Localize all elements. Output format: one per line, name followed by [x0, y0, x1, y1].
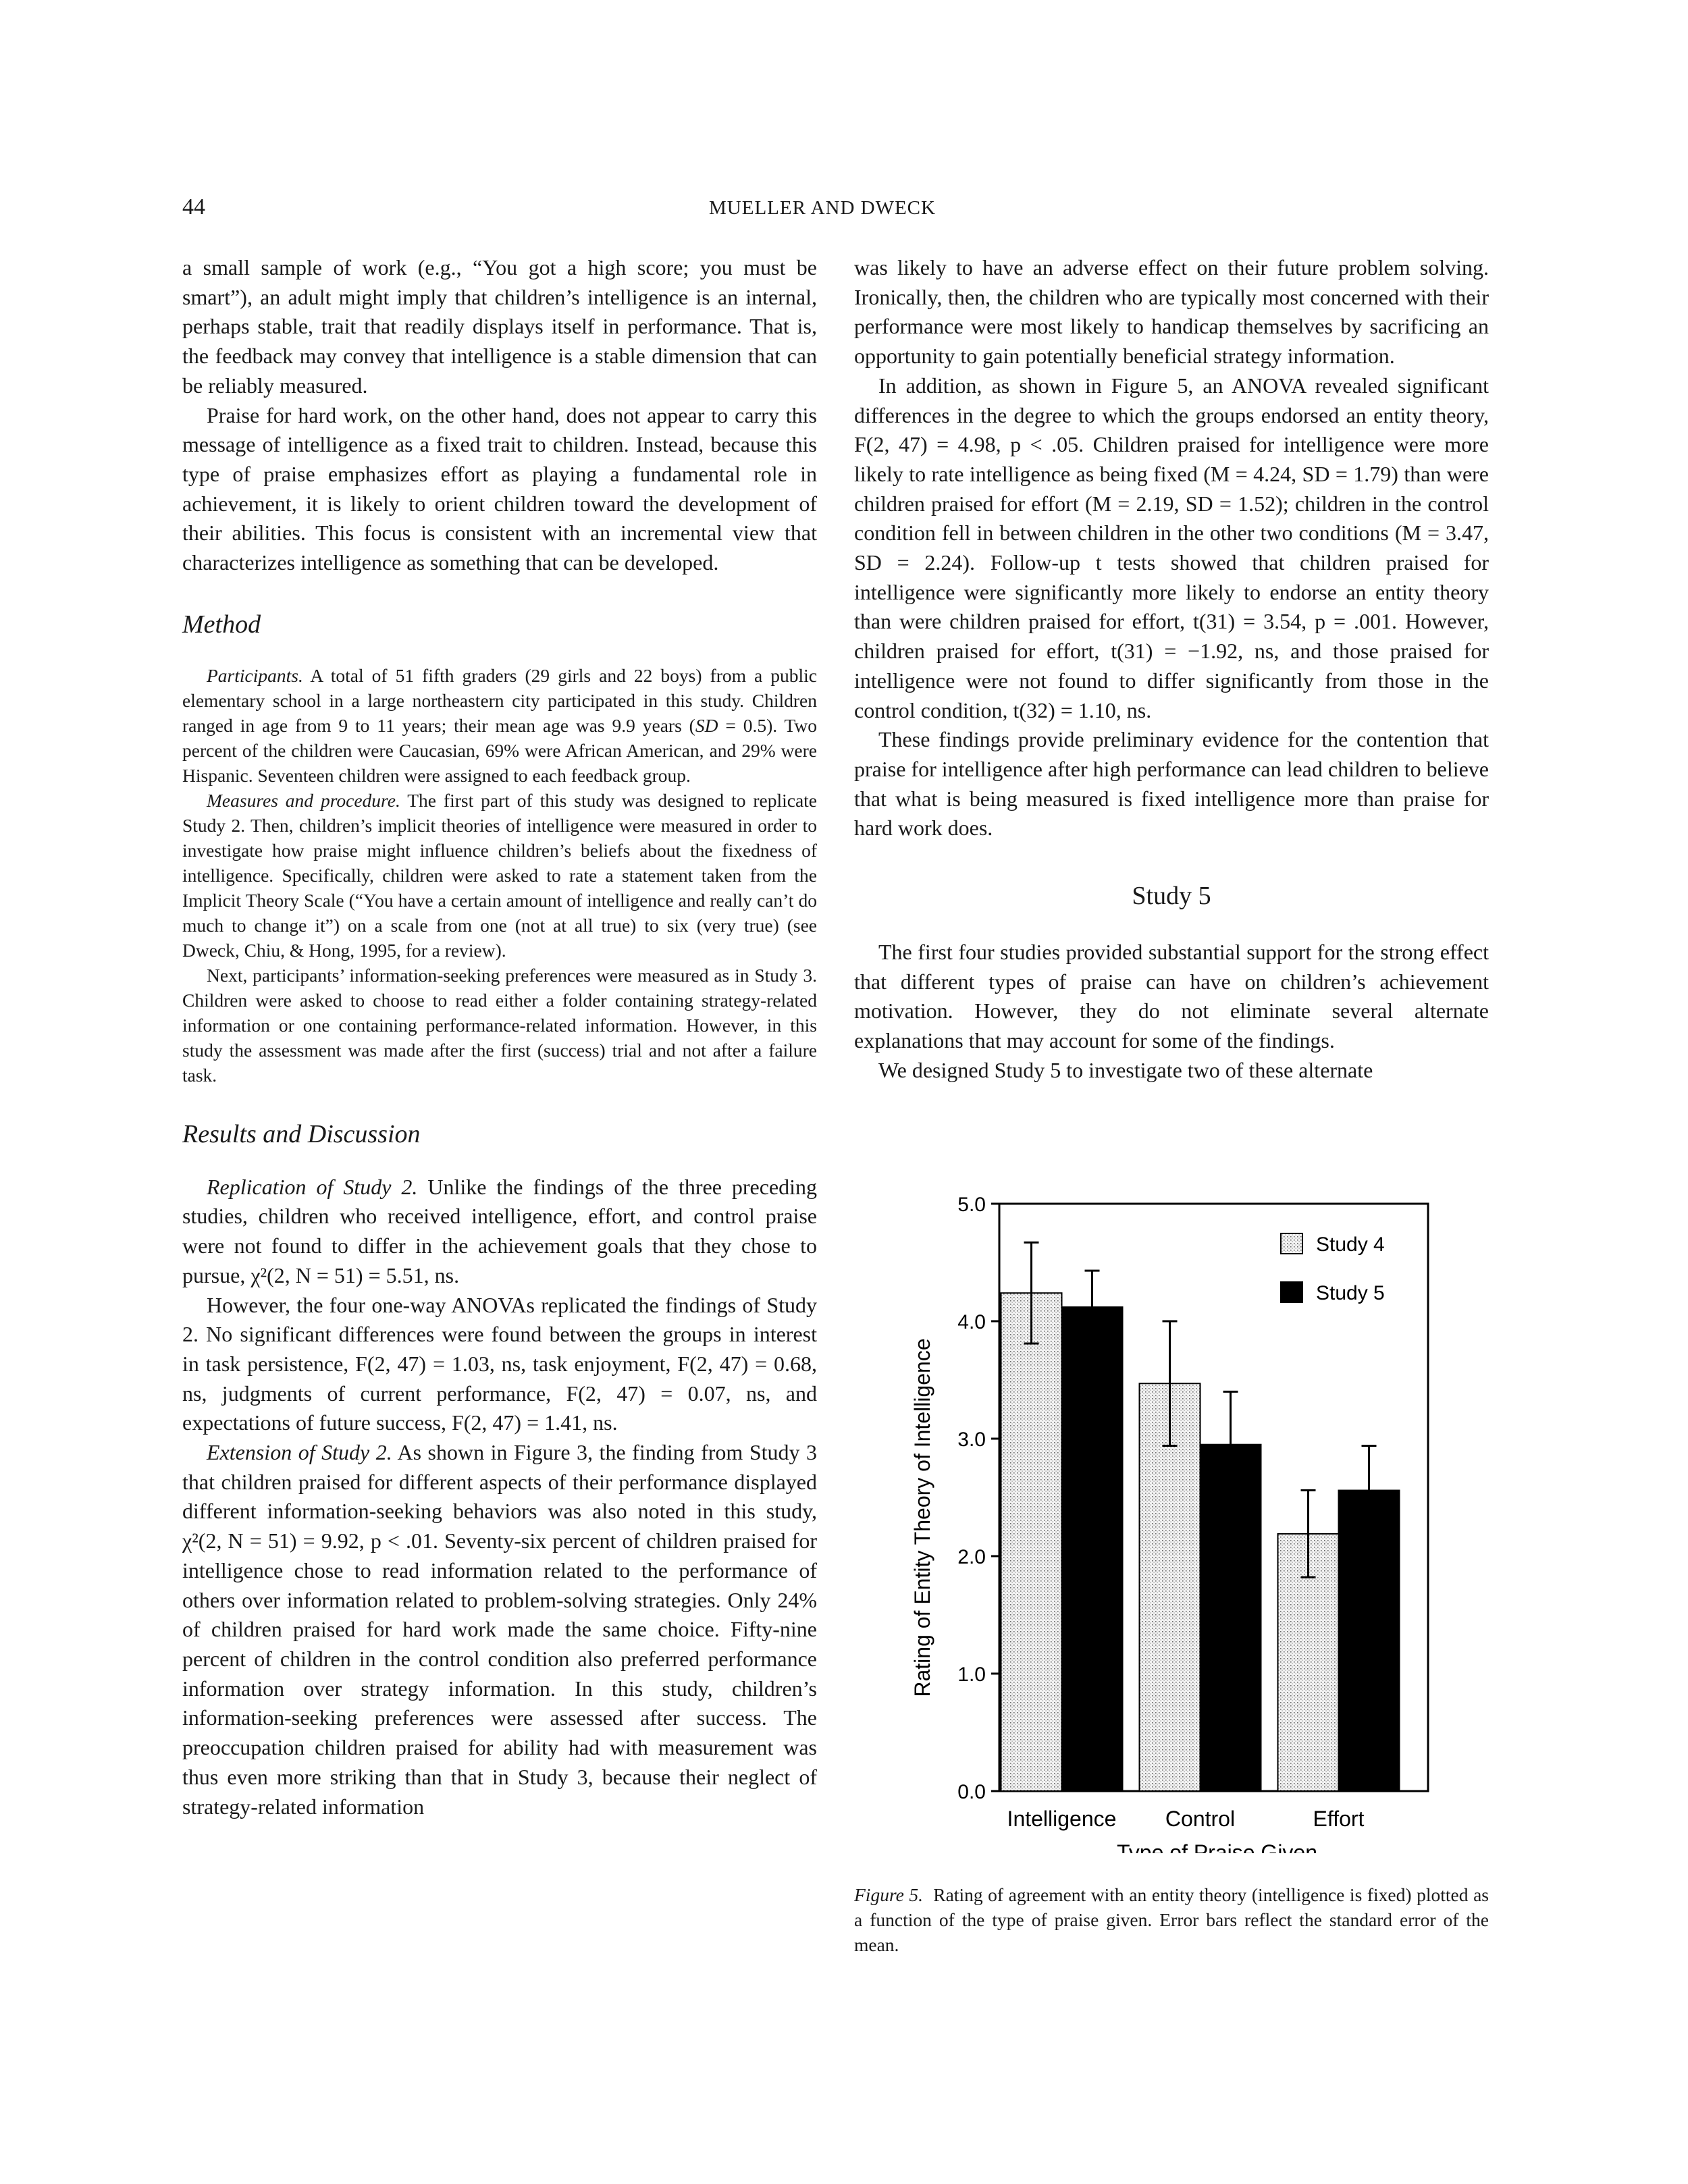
bar-chart	[854, 1185, 1489, 1853]
y-tick-label: 4.0	[957, 1311, 986, 1333]
paragraph: The first four studies provided substantial support for the strong effect that different types of praise can have on children’s achievement motivation. However, they do not eliminate several alternate explanations that may account for some of the findings.	[854, 940, 1489, 1053]
y-axis-label: Rating of Entity Theory of Intelligence	[910, 1338, 934, 1697]
participants-text-2: = 0.5). Two percent of the children were Caucasian, 69% were African American, and 29% were Hispanic. Seventeen children were assigned to each feedback group.	[182, 714, 817, 786]
participants-paragraph	[182, 663, 817, 788]
figure-5	[854, 1185, 1489, 1853]
participants-label: Participants.	[207, 664, 303, 686]
extension-label: Extension of Study 2.	[207, 1440, 392, 1465]
caption-text: Rating of agreement with an entity theory (intelligence is fixed) plotted as a function of the type of praise given. Error bars reflect the standard error of the mean.	[854, 1884, 1489, 1955]
right-column	[854, 253, 1489, 1086]
paragraph: Praise for hard work, on the other hand, does not appear to carry this message of intelligence as a fixed trait to children. Instead, because this type of praise emphasizes effort as playing a fundamental role in achievement, it is likely to orient children toward the development of their abilities. This focus is consistent with an incremental view that characterizes intelligence as something that can be developed.	[182, 402, 817, 575]
replication-label: Replication of Study 2.	[207, 1174, 418, 1199]
measures-text: The first part of this study was designed to replicate Study 2. Then, children’s implicit theories of intelligence were measured in order to investigate how praise might influence children’s beliefs about the fixedness of intelligence. Specifically, children were asked to rate a statement taken from the Implicit Theory Scale (“You have a certain amount of intelligence and really can’t do much to change it”) on a scale from one (not at all true) to six (very true) (see Dweck, Chiu, & Hong, 1995, for a review).	[182, 789, 817, 961]
legend-label: Study 4	[1316, 1233, 1385, 1256]
page-number: 44	[182, 194, 205, 219]
y-tick-label: 0.0	[957, 1781, 986, 1803]
y-tick-label: 3.0	[957, 1429, 986, 1451]
paragraph: In addition, as shown in Figure 5, an ANOVA revealed significant differences in the degree to which the groups endorsed an entity theory, F(2, 47) = 4.98, p < .05. Children praised for intelligence were more likely to rate intelligence as being fixed (M = 4.24, SD = 1.79) than were children praised for effort (M = 2.19, SD = 1.52); children in the control condition fell in between children in the other two conditions (M = 3.47, SD = 2.24). Follow-up t tests showed that children praised for intelligence were significantly more likely to endorse an entity theory than were children praised for effort, t(31) = 3.54, p = .001. However, children praised for effort, t(31) = −1.92, ns, and those praised for intelligence were not found to differ significantly from those in the control condition, t(32) = 1.10, ns.	[854, 373, 1489, 722]
participants-text: A total of 51 fifth graders (29 girls and 22 boys) from a public elementary school in a large northeastern city participated in this study. Children ranged in age from 9 to 11 years; their mean age was 9.9 years (	[182, 664, 818, 736]
next-paragraph: Next, participants’ information-seeking preferences were measured as in Study 3. Children were asked to choose to read either a folder containing strategy-related information or one containing performance-related information. However, in this study the assessment was made after the first (success) trial and not after a failure task.	[182, 964, 817, 1086]
participants-sd: SD	[695, 714, 718, 736]
paragraph: was likely to have an adverse effect on their future problem solving. Ironically, then, the children who are typically most concerned with their performance were most likely to handicap themselves by sacrificing an opportunity to gain potentially beneficial strategy information.	[854, 255, 1489, 369]
x-tick-label: Intelligence	[1007, 1807, 1117, 1831]
left-column	[182, 253, 817, 1821]
legend-swatch	[1281, 1233, 1302, 1254]
paragraph: These findings provide preliminary evidence for the contention that praise for intelligence after high performance can lead children to believe that what is being measured is fixed intelligence more than praise for hard work does.	[854, 727, 1489, 841]
replication-text: Unlike the findings of the three preceding studies, children who received intelligence, effort, and control praise were not found to differ in the achievement goals that they chose to pursue, χ²(2, N = 51) = 5.51, ns.	[182, 1174, 818, 1287]
y-tick-label: 5.0	[957, 1194, 986, 1216]
bar	[1339, 1491, 1400, 1791]
replication-paragraph	[182, 1173, 817, 1291]
however-paragraph: However, the four one-way ANOVAs replicated the findings of Study 2. No significant differences were found between the groups in interest in task persistence, F(2, 47) = 1.03, ns, task enjoyment, F(2, 47) = 0.68, ns, judgments of current performance, F(2, 47) = 0.07, ns, and expectations of future success, F(2, 47) = 1.41, ns.	[182, 1292, 817, 1435]
bar	[1062, 1307, 1123, 1791]
x-axis-label: Type of Praise Given	[1116, 1840, 1318, 1853]
legend-label: Study 5	[1316, 1282, 1385, 1304]
y-tick-label: 1.0	[957, 1663, 986, 1686]
paragraph: a small sample of work (e.g., “You got a high score; you must be smart”), an adult might imply that children’s intelligence is an internal, perhaps stable, trait that readily displays itself in performance. That is, the feedback may convey that intelligence is a stable dimension that can be reliably measured.	[182, 255, 817, 398]
x-tick-label: Control	[1165, 1807, 1236, 1831]
measures-paragraph	[182, 788, 817, 963]
measures-label: Measures and procedure.	[207, 789, 400, 811]
extension-text: As shown in Figure 3, the finding from Study 3 that children praised for different aspects of their performance displayed different information-seeking behaviors was also noted in this study, χ²(2, N = 51) = 9.92, p < .01. Seventy-six percent of children praised for intelligence chose to read information related to the performance of others over information related to problem-solving strategies. Only 24% of children praised for hard work made the same choice. Fifty-nine percent of children in the control condition also preferred performance information over strategy information. In this study, children’s information-seeking preferences were assessed after success. The preoccupation children praised for ability had with measurement was thus even more striking than that in Study 3, because their neglect of strategy-related information	[182, 1440, 818, 1819]
paragraph: We designed Study 5 to investigate two of these alternate	[878, 1057, 1373, 1082]
x-tick-label: Effort	[1313, 1807, 1365, 1831]
bar	[1001, 1293, 1062, 1791]
method-heading: Method	[182, 610, 261, 639]
legend-swatch	[1281, 1282, 1302, 1302]
results-heading: Results and Discussion	[182, 1119, 421, 1148]
figure-caption	[854, 1882, 1489, 1957]
bar	[1201, 1445, 1261, 1791]
study-5-heading: Study 5	[1132, 882, 1211, 911]
extension-paragraph	[182, 1438, 817, 1821]
running-head: MUELLER AND DWECK	[709, 197, 936, 219]
caption-label: Figure 5.	[854, 1884, 924, 1905]
y-tick-label: 2.0	[957, 1546, 986, 1568]
